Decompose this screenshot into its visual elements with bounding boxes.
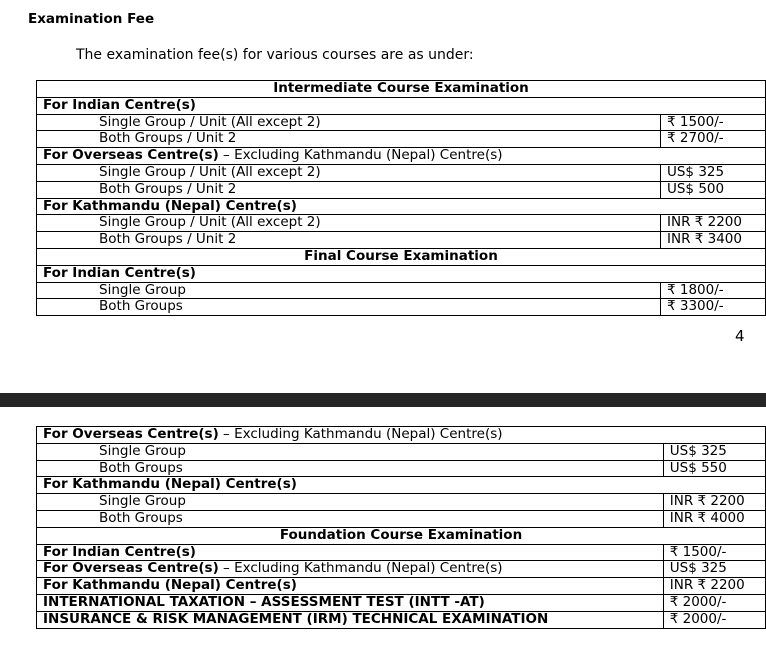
section-note: – Excluding Kathmandu (Nepal) Centre(s)	[218, 147, 503, 164]
table-row	[37, 510, 766, 527]
table-row	[37, 148, 766, 165]
table-row	[37, 198, 766, 215]
fee-row-label: Single Group	[37, 494, 664, 511]
fee-row-label: Both Groups / Unit 2	[37, 131, 661, 148]
table-row	[37, 460, 766, 477]
table-row	[37, 477, 766, 494]
section-heading: Examination Fee	[28, 11, 155, 27]
fee-row-label	[37, 561, 664, 578]
page-number: 4	[735, 327, 745, 345]
intermediate-course-header: Intermediate Course Examination	[37, 81, 766, 98]
table-row	[37, 299, 766, 316]
section-label: For Overseas Centre(s)	[43, 147, 219, 164]
section-label: INSURANCE & RISK MANAGEMENT (IRM) TECHNICAL EXAMINATION	[43, 610, 549, 627]
fee-amount: ₹ 2700/-	[660, 131, 765, 148]
table-row	[37, 97, 766, 114]
table-row	[37, 578, 766, 595]
table-row	[37, 611, 766, 628]
indian-centre-label: For Indian Centre(s)	[37, 265, 766, 282]
fee-row-label: Both Groups	[37, 510, 664, 527]
section-note: – Excluding Kathmandu (Nepal) Centre(s)	[218, 426, 503, 442]
section-note: – Excluding Kathmandu (Nepal) Centre(s)	[218, 560, 503, 577]
section-label: For Kathmandu (Nepal) Centre(s)	[43, 577, 297, 594]
table-row	[37, 561, 766, 578]
table-row	[37, 427, 766, 444]
table-row	[37, 265, 766, 282]
fee-amount: INR ₹ 2200	[660, 215, 765, 232]
section-label: For Overseas Centre(s)	[43, 560, 219, 577]
fee-row-label	[37, 578, 664, 595]
fee-row-label	[37, 544, 664, 561]
table-row	[37, 232, 766, 249]
fee-amount: ₹ 1800/-	[660, 282, 765, 299]
fee-amount: US$ 500	[660, 181, 765, 198]
fee-amount: ₹ 1500/-	[663, 544, 765, 561]
table-row	[37, 131, 766, 148]
final-foundation-fee-table	[36, 426, 766, 629]
intermediate-fee-table	[36, 80, 766, 316]
kathmandu-centre-label: For Kathmandu (Nepal) Centre(s)	[37, 198, 766, 215]
table-row	[37, 282, 766, 299]
fee-amount: INR ₹ 2200	[663, 494, 765, 511]
fee-amount: US$ 325	[663, 443, 765, 460]
fee-row-label: Single Group	[37, 282, 661, 299]
section-label: INTERNATIONAL TAXATION – ASSESSMENT TEST (INTT -AT)	[43, 593, 485, 610]
intro-text: The examination fee(s) for various courses are as under:	[76, 47, 474, 63]
overseas-centre-label	[37, 148, 766, 165]
fee-amount: ₹ 1500/-	[660, 114, 765, 131]
table-row	[37, 164, 766, 181]
fee-row-label: Both Groups / Unit 2	[37, 232, 661, 249]
fee-row-label: Both Groups	[37, 460, 664, 477]
fee-row-label: Both Groups	[37, 299, 661, 316]
fee-row-label	[37, 594, 664, 611]
fee-amount: INR ₹ 3400	[660, 232, 765, 249]
fee-row-label: Single Group / Unit (All except 2)	[37, 164, 661, 181]
fee-amount: ₹ 3300/-	[660, 299, 765, 316]
foundation-course-header: Foundation Course Examination	[37, 527, 766, 544]
fee-amount: US$ 325	[660, 164, 765, 181]
fee-row-label: Both Groups / Unit 2	[37, 181, 661, 198]
page-break-divider	[0, 393, 766, 407]
table-row	[37, 114, 766, 131]
kathmandu-centre-label: For Kathmandu (Nepal) Centre(s)	[37, 477, 766, 494]
fee-amount: ₹ 2000/-	[663, 611, 765, 628]
section-label: For Indian Centre(s)	[43, 543, 196, 560]
fee-amount: INR ₹ 2200	[663, 578, 765, 595]
table-row	[37, 544, 766, 561]
fee-amount: INR ₹ 4000	[663, 510, 765, 527]
fee-row-label: Single Group / Unit (All except 2)	[37, 215, 661, 232]
table-row	[37, 181, 766, 198]
fee-amount: ₹ 2000/-	[663, 594, 765, 611]
table-row	[37, 527, 766, 544]
table-row	[37, 443, 766, 460]
page-gap	[0, 407, 766, 425]
table-row	[37, 215, 766, 232]
table-row	[37, 494, 766, 511]
fee-amount: US$ 550	[663, 460, 765, 477]
overseas-centre-label	[37, 427, 766, 444]
fee-row-label: Single Group	[37, 443, 664, 460]
table-row	[37, 248, 766, 265]
fee-row-label: Single Group / Unit (All except 2)	[37, 114, 661, 131]
indian-centre-label: For Indian Centre(s)	[37, 97, 766, 114]
fee-amount: US$ 325	[663, 561, 765, 578]
table-row	[37, 81, 766, 98]
table-row	[37, 594, 766, 611]
section-label: For Overseas Centre(s)	[43, 426, 219, 442]
final-course-header: Final Course Examination	[37, 248, 766, 265]
fee-row-label	[37, 611, 664, 628]
